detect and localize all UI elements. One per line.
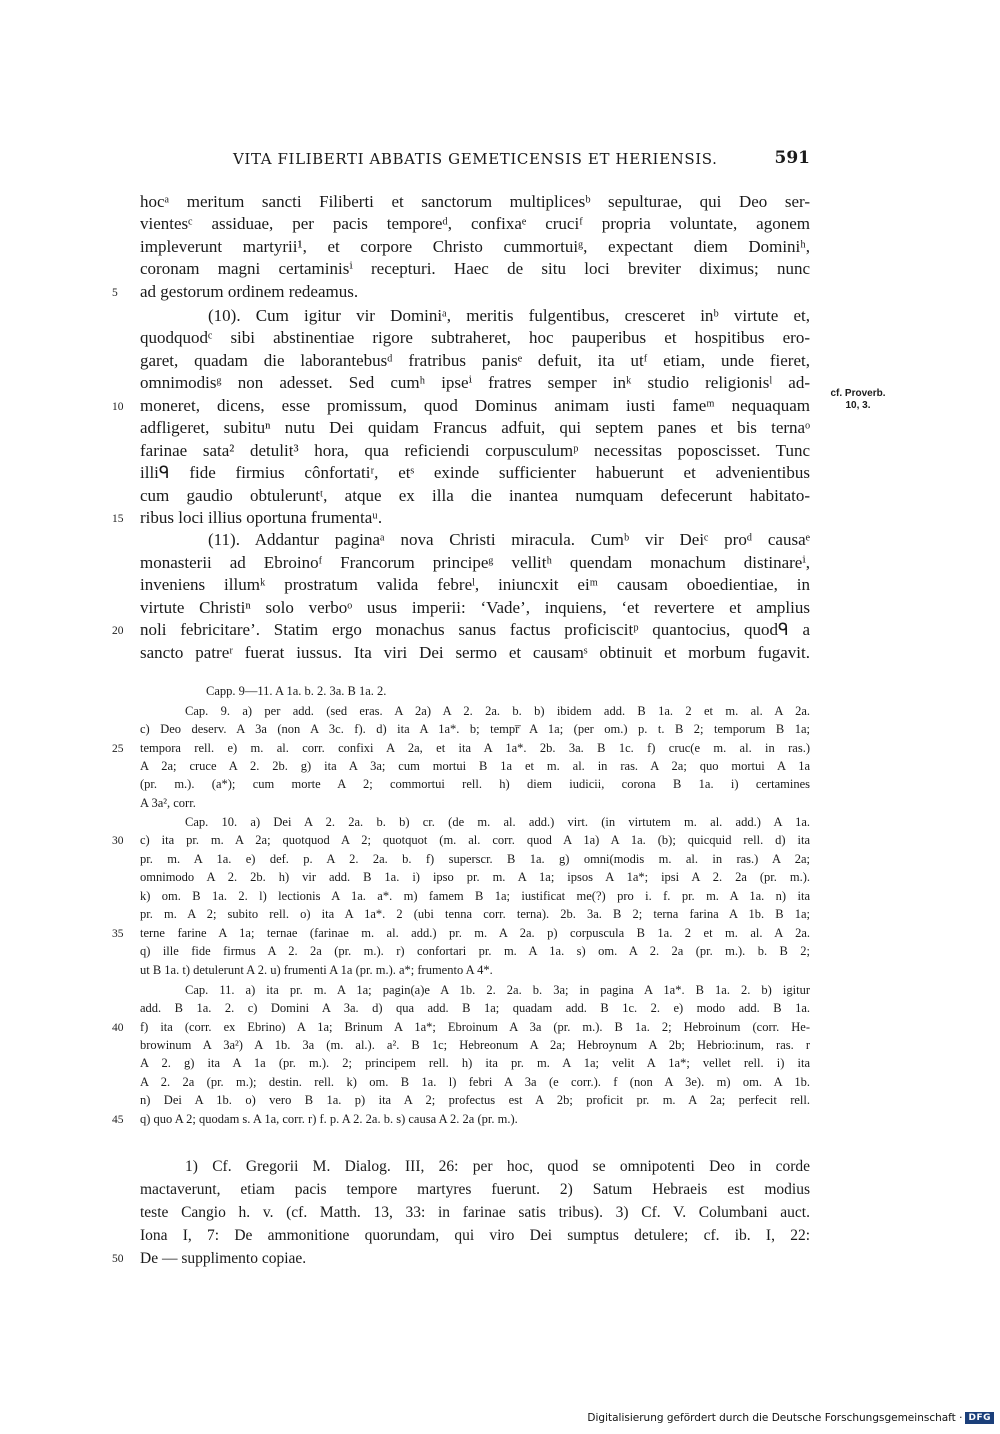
main-text-line: ad gestorum ordinem redeamus. <box>140 282 359 301</box>
digitization-credit <box>587 1412 994 1424</box>
line-number: 20 <box>112 625 124 637</box>
main-text-line: sancto patreʳ fuerat iussus. Ita viri Dei sermo et causamˢ obtinuit et morbum fugavit. <box>140 643 810 662</box>
apparatus-line: (pr. m.). (a*); cum morte A 2; commortui rell. h) diem iudicii, corona B 1a. i) certamines <box>140 777 810 791</box>
apparatus-line: n) Dei A 1b. o) vero B 1a. p) ita A 2; profectus est A 2b; proficit pr. m. A 2a; perfecit rell. <box>140 1093 810 1107</box>
apparatus-line: k) om. B 1a. 2. l) lectionis A 1a. a*. m) famem B 1a; iustificat me(?) pro i. f. pr. m. A 1a. n) ita <box>140 889 810 903</box>
main-text-line: adfligeret, subituⁿ nutu Dei quidam Francus adfuit, qui septem panes et bis ternaᵒ <box>140 418 810 437</box>
line-number: 10 <box>112 401 124 413</box>
main-text-line: impleverunt martyrii¹, et corpore Christo cummortuiᵍ, expectant diem Dominiʰ, <box>140 237 810 256</box>
main-text-line: vientesᶜ assiduae, per pacis temporeᵈ, confixaᵉ cruciᶠ propria voluntate, agonem <box>140 214 810 233</box>
line-number: 40 <box>112 1022 124 1034</box>
line-number: 15 <box>112 513 124 525</box>
apparatus-line: q) quo A 2; quodam s. A 1a, corr. r) f. p. A 2. 2a. b. s) causa A 2. 2a (pr. m.). <box>140 1112 518 1126</box>
main-text-line: monasterii ad Ebroinoᶠ Francorum principeᵍ vellitʰ quendam monachum distinareⁱ, <box>140 553 810 572</box>
main-text-line: moneret, dicens, esse promissum, quod Dominus animam iusti fameᵐ nequaquam <box>140 396 810 415</box>
main-text-line: (11). Addantur paginaᵃ nova Christi miracula. Cumᵇ vir Deiᶜ proᵈ causaᵉ <box>208 530 810 549</box>
apparatus-line: terne farine A 1a; ternae (farinae m. al. add.) pr. m. A 2a. p) corpuscula B 1a. 2 et m. al. A 2a. <box>140 926 810 940</box>
credit-text: Digitalisierung gefördert durch die Deutsche Forschungsgemeinschaft · <box>587 1412 963 1424</box>
main-text-line: hocᵃ meritum sancti Filiberti et sanctorum multiplicesᵇ sepulturae, qui Deo ser- <box>140 192 810 211</box>
margin-note-line: 10, 3. <box>845 400 871 411</box>
main-text-line: garet, quadam die laborantebusᵈ fratribus panisᵉ defuit, ita utᶠ etiam, unde fieret, <box>140 351 810 370</box>
apparatus-line: c) ita pr. m. A 2a; quotquod A 2; quotquot (m. al. corr. quod A 1a) A 1a. (b); quicquid rell. d) ita <box>140 833 810 847</box>
footnote-line: De — supplimento copiae. <box>140 1250 307 1267</box>
apparatus-line: add. B 1a. 2. c) Domini A 3a. d) qua add. B 1a; quadam add. B 1c. 2. e) modo add. B 1a. <box>140 1001 810 1015</box>
apparatus-line: Cap. 9. a) per add. (sed eras. A 2a) A 2. 2a. b. b) ibidem add. B 1a. 2 et m. al. A 2a. <box>185 704 810 718</box>
apparatus-line: q) ille fide firmus A 2. 2a (pr. m.). r) confortari pr. m. A 1a. s) om. A 2. 2a (pr. m.). b. B 2; <box>140 944 810 958</box>
apparatus-line: A 2a; cruce A 2. 2b. g) ita A 3a; cum mortui B 1a et m. al. in ras. A 2a; quo mortui A 1a <box>140 759 810 773</box>
line-number: 5 <box>112 287 118 299</box>
line-number: 25 <box>112 743 124 755</box>
main-text-line: illiᑫ fide firmius cônfortatiʳ, etˢ exinde sufficienter habuerunt et advenientibus <box>140 463 810 482</box>
line-number: 45 <box>112 1114 124 1126</box>
line-number: 35 <box>112 928 124 940</box>
line-number: 30 <box>112 835 124 847</box>
main-text-line: ribus loci illius oportuna frumentaᵘ. <box>140 508 383 527</box>
main-text-line: quodquodᶜ sibi abstinentiae rigore subtraheret, hoc pauperibus et hospitibus ero- <box>140 328 810 347</box>
main-text-line: inveniens illumᵏ prostratum valida febreˡ, iniuncxit eiᵐ causam oboedientiae, in <box>140 575 810 594</box>
dfg-logo: DFG <box>965 1412 994 1424</box>
line-number: 50 <box>112 1253 124 1265</box>
main-text-line: omnimodisᵍ non adesset. Sed cumʰ ipseⁱ fratres semper inᵏ studio religionisˡ ad- <box>140 373 810 392</box>
apparatus-line: f) ita (corr. ex Ebrino) A 1a; Brinum A 1a*; Ebroinum A 3a (pr. m.). B 1a. 2; Hebroinum (corr. He- <box>140 1020 810 1034</box>
margin-note <box>818 388 898 412</box>
footnote-line: mactaverunt, etiam pacis tempore martyres fuerunt. 2) Satum Hebraeis est modius <box>140 1181 810 1198</box>
apparatus-line: browinum A 3a²) A 1b. 3a (m. al.). a². B 1c; Hebreonum A 2a; Hebroynum A 2b; Hebrio:inum, ras. r <box>140 1038 810 1052</box>
apparatus-line: A 3a², corr. <box>140 796 196 810</box>
main-text-line: (10). Cum igitur vir Dominiᵃ, meritis fulgentibus, cresceret inᵇ virtute et, <box>208 306 810 325</box>
footnote-line: 1) Cf. Gregorii M. Dialog. III, 26: per hoc, quod se omnipotenti Deo in corde <box>185 1158 810 1175</box>
main-text-line: virtute Christiⁿ solo verboᵒ usus imperii: ‘Vade’, inquiens, ‘et revertere et amplius <box>140 598 810 617</box>
running-title: VITA FILIBERTI ABBATIS GEMETICENSIS ET HERIENSIS. <box>233 150 718 168</box>
footnote-line: Iona I, 7: De ammonitione quorundam, qui viro Dei sumptus detulere; cf. ib. I, 22: <box>140 1227 810 1244</box>
main-text-line: noli febricitare’. Statim ergo monachus sanus factus proficiscitᵖ quantocius, quodᑫ a <box>140 620 810 639</box>
apparatus-line: c) Deo deserv. A 3a (non A 3c. f). d) ita A 1a*. b; tempr̅ A 1a; (per om.) p. t. B 2; temporum B 1a; <box>140 722 810 736</box>
apparatus-line: ut B 1a. t) detulerunt A 2. u) frumenti A 1a (pr. m.). a*; frumento A 4*. <box>140 963 493 977</box>
apparatus-line: A 2. g) ita A 1a (pr. m.). 2; principem rell. h) ita pr. m. A 1a; velit A 1a*; vellet rell. i) ita <box>140 1056 810 1070</box>
apparatus-line: A 2. 2a (pr. m.); destin. rell. k) om. B 1a. l) febri A 3a (e corr.). f (non A 3e). m) om. A 1b. <box>140 1075 810 1089</box>
apparatus-line: Capp. 9—11. A 1a. b. 2. 3a. B 1a. 2. <box>206 684 387 698</box>
main-text-line: coronam magni certaminisⁱ recepturi. Haec de situ loci breviter diximus; nunc <box>140 259 810 278</box>
margin-note-line: cf. Proverb. <box>830 388 886 399</box>
page-number: 591 <box>774 148 810 168</box>
apparatus-line: tempora rell. e) m. al. corr. confixi A 2a, et ita A 1a*. 2b. 3a. B 1c. f) cruc(e m. al. in ras.) <box>140 741 810 755</box>
apparatus-line: Cap. 10. a) Dei A 2. 2a. b. b) cr. (de m. al. add.) virt. (in virtutem m. al. add.) A 1a. <box>185 815 810 829</box>
apparatus-line: omnimodo A 2. 2b. h) vir add. B 1a. i) ipso pr. m. A 1a; ipsos A 1a*; ipsi A 2. 2a (pr. m.). <box>140 870 810 884</box>
main-text-line: cum gaudio obtuleruntᵗ, atque ex illa die inantea numquam defecerunt habitato- <box>140 486 810 505</box>
apparatus-line: pr. m. A 1a. e) def. p. A 2. 2a. b. f) superscr. B 1a. g) omni(modis m. al. in ras.) A 2a; <box>140 852 810 866</box>
main-text-line: farinae sata² detulit³ hora, qua reficiendi corpusculumᵖ necessitas poposcisset. Tunc <box>140 441 810 460</box>
apparatus-line: pr. m. A 2; subito rell. o) ita A 1a*. 2 (ubi tenna corr. terna). 2b. 3a. B 2; terna farina A 1b. B 1a; <box>140 907 810 921</box>
running-header <box>140 150 810 174</box>
footnote-line: teste Cangio h. v. (cf. Matth. 13, 33: in farinae satis tribus). 3) Cf. V. Columbani auct. <box>140 1204 810 1221</box>
apparatus-line: Cap. 11. a) ita pr. m. A 1a; pagin(a)e A 1b. 2. 2a. b. 3a; in pagina A 1a*. B 1a. 2. b) igitur <box>185 983 810 997</box>
